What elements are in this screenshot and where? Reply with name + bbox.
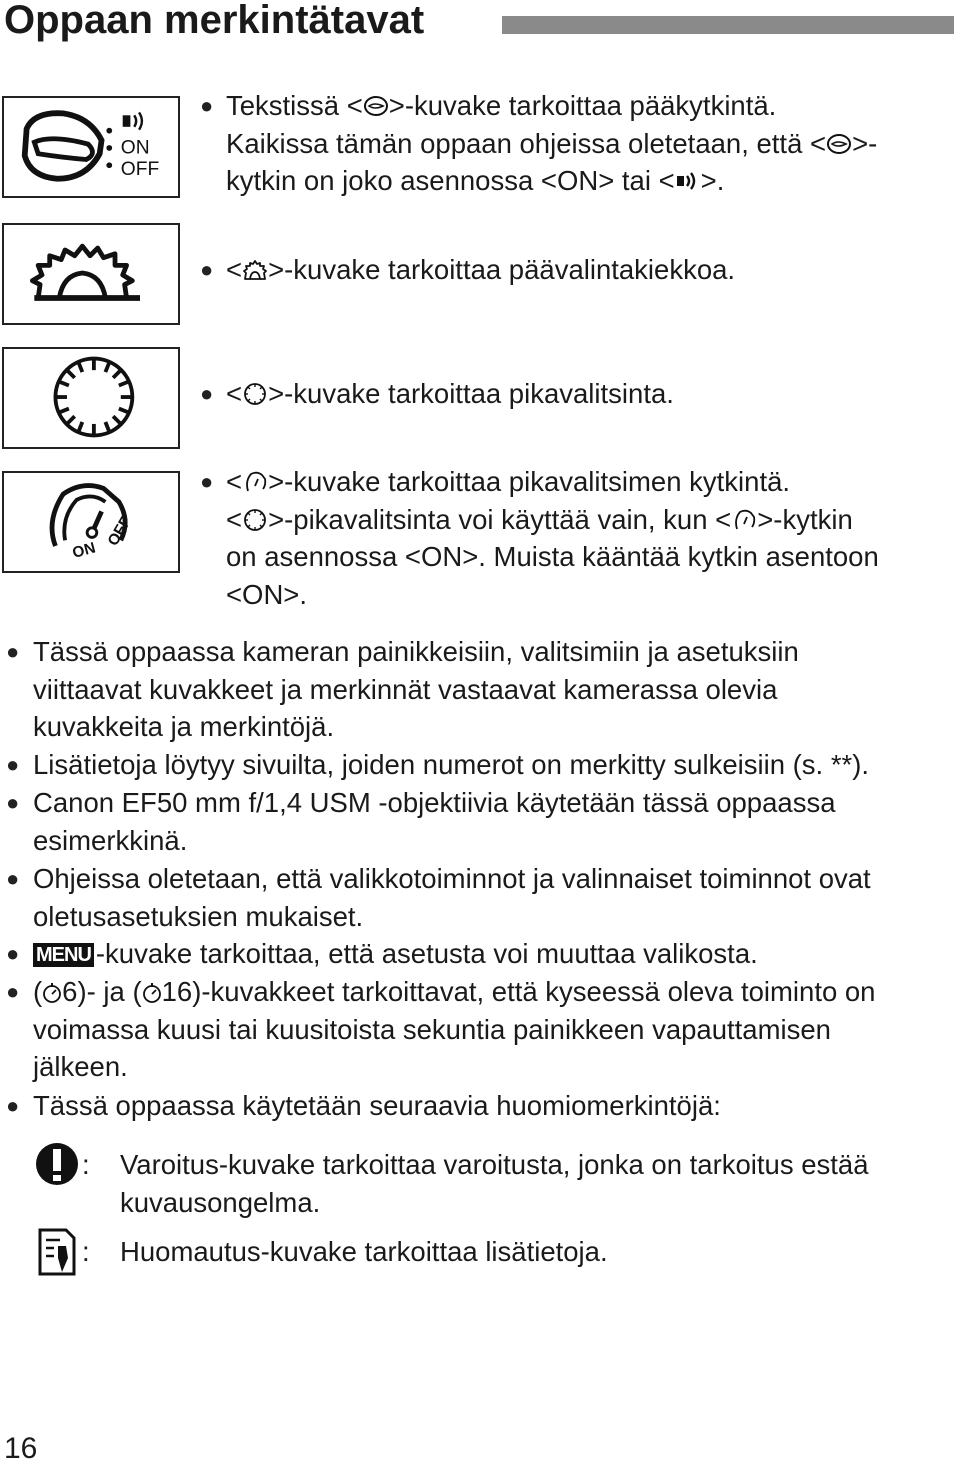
- lock-off-label: OFF: [104, 513, 135, 549]
- text-line: Tässä oppaassa kameran painikkeisiin, valitsimiin ja asetuksiin: [33, 636, 799, 667]
- text-line: kuvakkeita ja merkintöjä.: [33, 711, 335, 742]
- bullet-icon: ●: [6, 979, 20, 1004]
- switch-on-label: ON: [120, 137, 150, 159]
- switch-off-label: OFF: [120, 158, 160, 180]
- main-dial-figure: [2, 223, 180, 325]
- quick-dial-figure: [2, 347, 180, 449]
- text-line: oletusasetuksien mukaiset.: [33, 900, 364, 932]
- bullet-icon: ●: [6, 790, 20, 815]
- main-dial-text: < >-kuvake tarkoittaa päävalintakiekkoa.: [226, 254, 736, 285]
- text-line: kytkin on joko asennossa <ON> tai < >.: [226, 165, 725, 196]
- lock-switch-figure: [2, 471, 180, 573]
- lock-switch-illustration: [4, 473, 178, 571]
- bullet-text: [33, 1087, 721, 1125]
- caution-text: [120, 1146, 869, 1221]
- lock-on-label: ON: [70, 539, 98, 562]
- text-line: Canon EF50 mm f/1,4 USM -objektiivia käytetään tässä oppaassa: [33, 787, 836, 818]
- bullet-icon: ●: [6, 866, 20, 891]
- memo-icon: [34, 1228, 80, 1276]
- memo-text: [120, 1233, 608, 1271]
- text-line: Lisätietoja löytyy sivuilta, joiden numerot on merkitty sulkeisiin (s. **).: [33, 749, 870, 780]
- bullet-icon: ●: [6, 639, 20, 664]
- power-switch-figure: [2, 96, 180, 198]
- text-line: esimerkkinä.: [33, 824, 188, 856]
- page-title: Oppaan merkintätavat: [4, 0, 425, 42]
- bullet-icon: ●: [200, 381, 214, 406]
- text-line: jälkeen.: [33, 1051, 128, 1082]
- caution-colon: :: [82, 1149, 90, 1180]
- bullet-text: [33, 746, 869, 784]
- text-line: Ohjeissa oletetaan, että valikkotoiminnot ja valinnaiset toiminnot ovat: [33, 863, 871, 894]
- text-line: ( 6)- ja ( 16)-kuvakkeet tarkoittavat, että kyseessä oleva toiminto on: [33, 976, 876, 1007]
- power-switch-text: [226, 87, 877, 200]
- bullet-icon: ●: [200, 257, 214, 282]
- text-line: voimassa kuusi tai kuusitoista sekuntia painikkeen vapauttamisen: [33, 1013, 831, 1045]
- bullet-icon: ●: [200, 93, 214, 118]
- text-line: < >-kuvake tarkoittaa pikavalitsimen kytkintä.: [226, 466, 791, 497]
- quick-dial-lock-text: [226, 463, 879, 613]
- text-line: Tässä oppaassa käytetään seuraavia huomiomerkintöjä:: [33, 1090, 721, 1121]
- text-line: Huomautus-kuvake tarkoittaa lisätietoja.: [120, 1236, 608, 1267]
- lock-switch-icon: [731, 507, 757, 533]
- text-line: on asennossa <ON>. Muista kääntää kytkin asentoon: [226, 541, 879, 572]
- bullet-icon: ●: [6, 941, 20, 966]
- bullet-text: [33, 784, 835, 859]
- bullet-icon: ●: [6, 1093, 20, 1118]
- timer-icon: [42, 979, 62, 1005]
- bullet-icon: ●: [200, 469, 214, 494]
- main-dial-illustration: [4, 225, 178, 323]
- memo-colon: :: [82, 1236, 90, 1267]
- power-switch-illustration: [4, 98, 178, 196]
- menu-icon: MENU: [33, 943, 94, 967]
- bullet-text: [33, 633, 799, 746]
- bullet-text: MENU -kuvake tarkoittaa, että asetusta voi muuttaa valikosta.: [33, 935, 758, 973]
- page-number: 16: [4, 1432, 38, 1465]
- text-line: kuvausongelma.: [120, 1186, 321, 1218]
- text-line: viittaavat kuvakkeet ja merkinnät vastaavat kamerassa olevia: [33, 673, 778, 705]
- text-line: Kaikissa tämän oppaan ohjeissa oletetaan, että < >-: [226, 127, 878, 159]
- bullet-icon: ●: [6, 752, 20, 777]
- quick-dial-icon: [242, 507, 268, 533]
- text-line: Tekstissä < >-kuvake tarkoittaa pääkytkintä.: [226, 90, 777, 121]
- title-rule-bar: [502, 16, 954, 34]
- beep-icon: [675, 168, 701, 194]
- quick-dial-illustration: [4, 349, 178, 447]
- timer-icon: [142, 979, 162, 1005]
- text-line: < >-pikavalitsinta voi käyttää vain, kun < >-kytkin: [226, 503, 853, 535]
- bullet-text: [33, 860, 871, 935]
- bullet-text: [33, 973, 875, 1086]
- text-line: Varoitus-kuvake tarkoittaa varoitusta, jonka on tarkoitus estää: [120, 1149, 869, 1180]
- main-dial-icon: [242, 257, 268, 283]
- power-switch-icon: [826, 131, 852, 157]
- caution-icon: [34, 1140, 80, 1188]
- text-line: <ON>.: [226, 578, 308, 610]
- lock-switch-icon: [242, 469, 268, 495]
- quick-dial-text: < >-kuvake tarkoittaa pikavalitsinta.: [226, 378, 674, 409]
- quick-dial-icon: [242, 381, 268, 407]
- power-switch-icon: [363, 93, 389, 119]
